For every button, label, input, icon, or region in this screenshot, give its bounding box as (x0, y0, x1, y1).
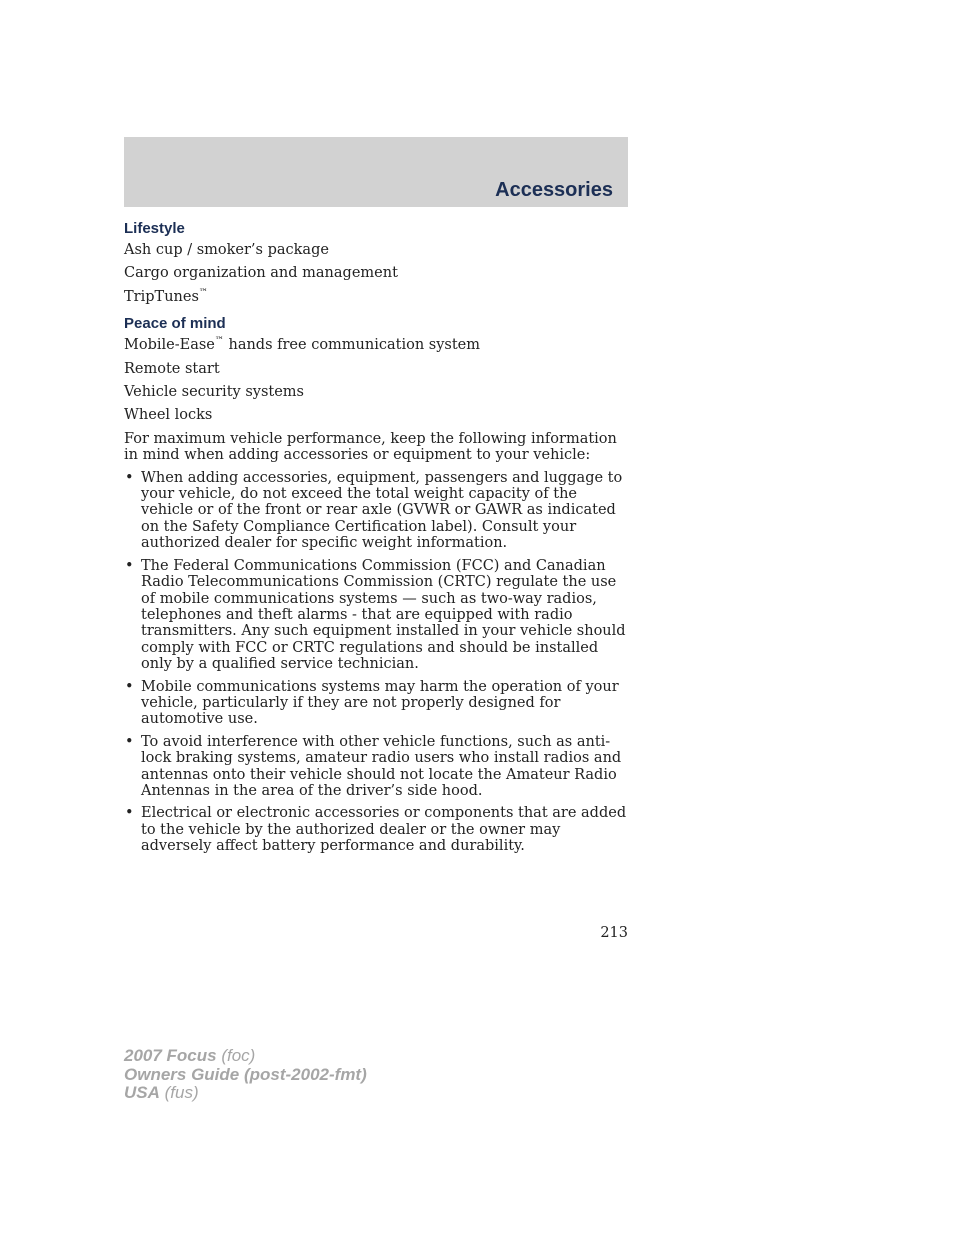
section-heading-peace-of-mind: Peace of mind (124, 315, 226, 333)
trademark-symbol: ™ (198, 287, 208, 298)
bullet-item: • Electrical or electronic accessories or components that are added to the vehicle by the authorized dealer or the owner may adversely affect battery performance and durability. (125, 805, 627, 855)
page-content (124, 220, 628, 861)
footer-line-model: 2007 Focus (foc) (124, 1046, 256, 1065)
list-item: Cargo organization and management (124, 265, 398, 282)
trademark-symbol: ™ (214, 336, 224, 347)
document-footer (124, 1047, 367, 1103)
intro-paragraph: For maximum vehicle performance, keep the following information in mind when adding accessories or equipment to your vehicle: (124, 430, 617, 464)
chapter-header-band (124, 137, 628, 207)
list-item: Ash cup / smoker’s package (124, 242, 329, 258)
bullet-item: • Mobile communications systems may harm the operation of your vehicle, particularly if they are not properly designed for automotive use. (125, 678, 619, 728)
section-heading-lifestyle: Lifestyle (124, 220, 185, 237)
bullet-icon: • (125, 805, 134, 822)
bullet-item: • The Federal Communications Commission (FCC) and Canadian Radio Telecommunications Commission (CRTC) regulate the use of mobile communications systems — such as two-way radios, telephones and theft alarms - that are equipped with radio transmitters. Any such equipment installed in your vehicle should comply with FCC or CRTC regulations and should be installed only by a qualified service technician. (125, 557, 626, 673)
list-item: Remote start (124, 360, 220, 377)
footer-line-guide: Owners Guide (post-2002-fmt) (124, 1064, 367, 1084)
bullet-icon: • (125, 733, 134, 750)
list-item: TripTunes™ (124, 287, 208, 305)
bullet-list (124, 470, 628, 855)
chapter-title: Accessories (495, 179, 613, 201)
list-item: Wheel locks (124, 407, 213, 424)
list-item: Mobile-Ease™ hands free communication system (124, 336, 481, 354)
list-item: Vehicle security systems (124, 384, 304, 401)
footer-line-region: USA (fus) (124, 1083, 199, 1102)
bullet-item: • To avoid interference with other vehicle functions, such as anti-lock braking systems, amateur radio users who install radios and antennas onto their vehicle should not locate the Amateur Radio Antennas in the area of the driver’s side hood. (125, 733, 622, 799)
bullet-icon: • (125, 678, 134, 695)
bullet-icon: • (125, 469, 134, 486)
page-number: 213 (600, 925, 628, 941)
bullet-item: • When adding accessories, equipment, passengers and luggage to your vehicle, do not exceed the total weight capacity of the vehicle or of the front or rear axle (GVWR or GAWR as indicated on the Safety Compliance Certification label). Consult your authorized dealer for specific weight information. (125, 469, 623, 552)
bullet-icon: • (125, 557, 134, 574)
